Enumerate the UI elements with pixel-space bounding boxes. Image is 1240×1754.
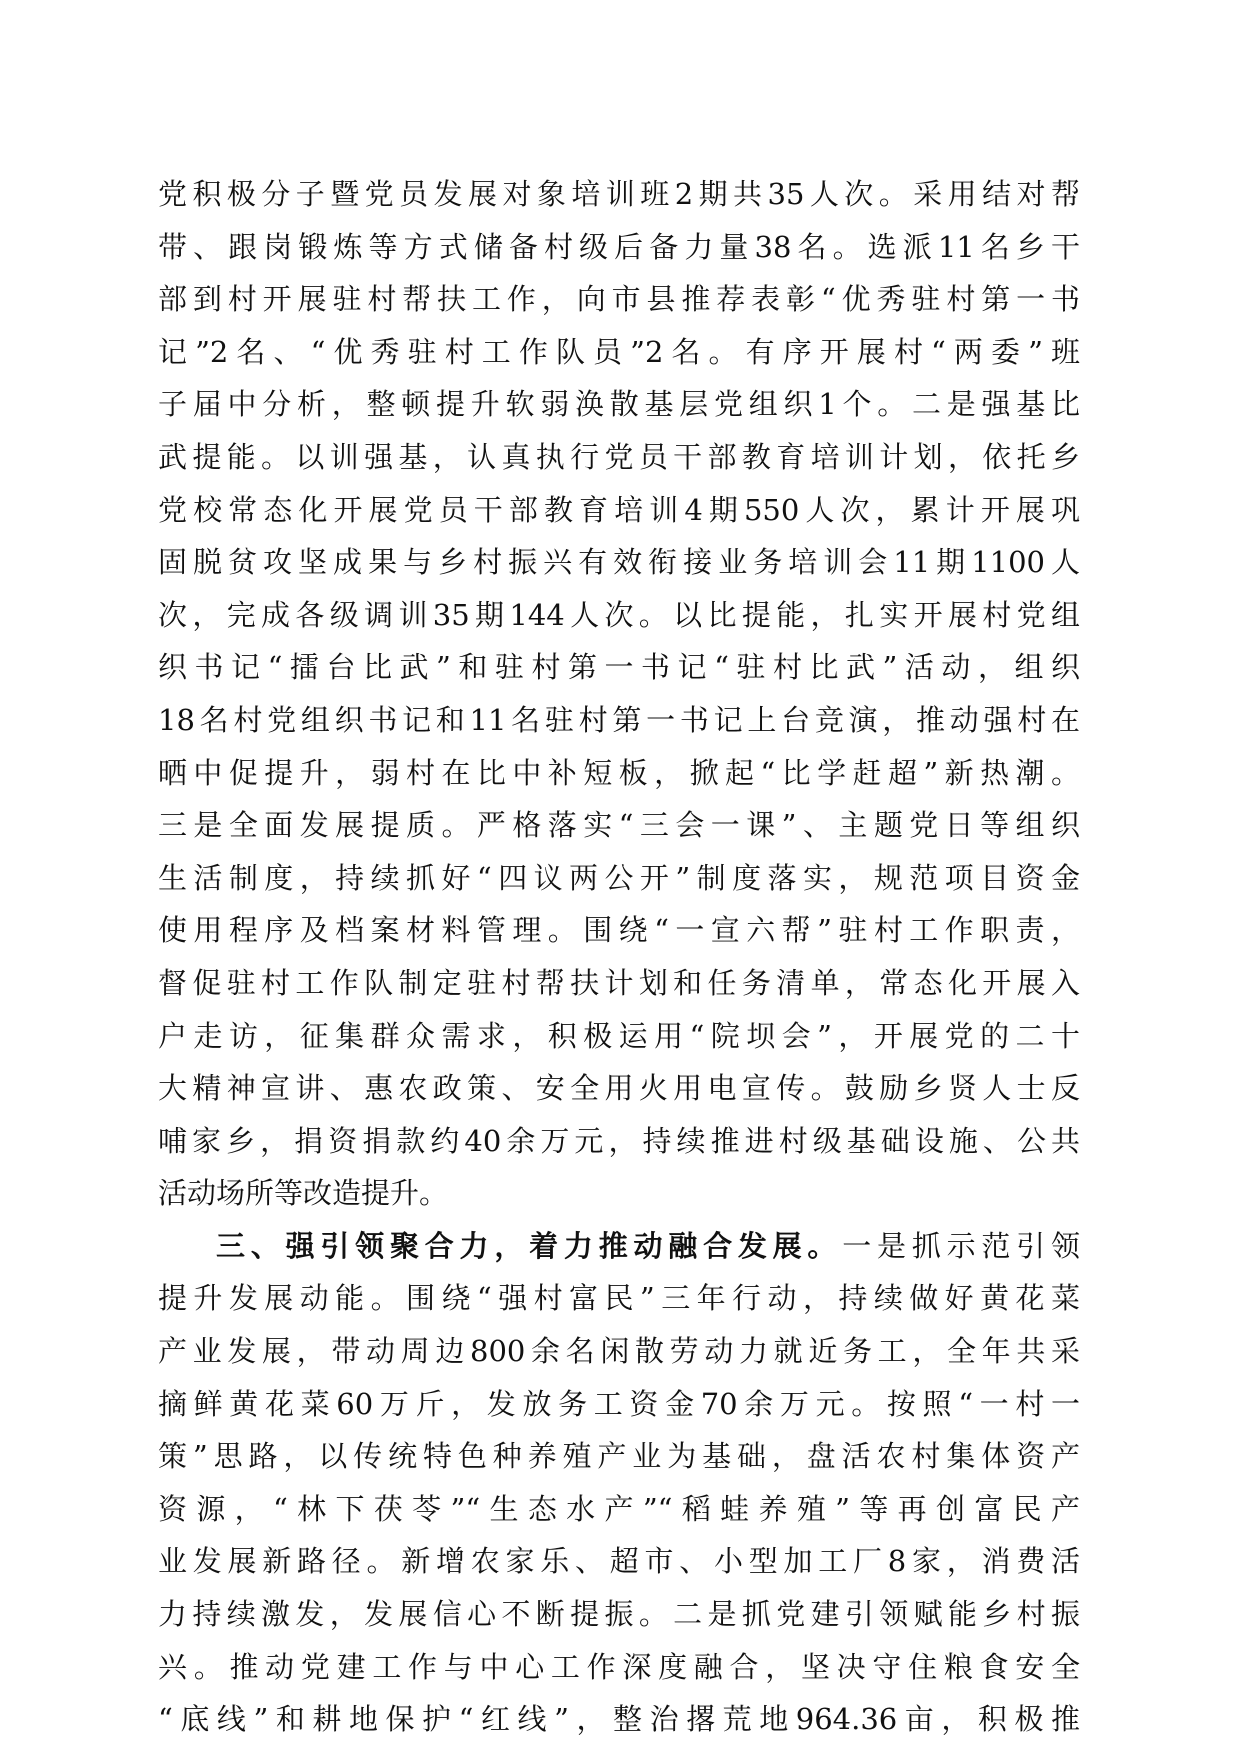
text-line: 带、跟岗锻炼等方式储备村级后备力量38名。选派11名乡干: [158, 229, 1080, 264]
text-line: 哺家乡，捐资捐款约40余万元，持续推进村级基础设施、公共: [158, 1123, 1080, 1158]
text-line: 次，完成各级调训35期144人次。以比提能，扎实开展村党组: [158, 597, 1080, 632]
text-line: 晒中促提升，弱村在比中补短板，掀起“比学赶超”新热潮。: [158, 755, 1080, 790]
section-heading-line: [158, 1224, 1080, 1268]
text-line: 18名村党组织书记和11名驻村第一书记上台竞演，推动强村在: [158, 702, 1080, 737]
text-line: 生活制度，持续抓好“四议两公开”制度落实，规范项目资金: [158, 860, 1080, 895]
text-line: 织书记“擂台比武”和驻村第一书记“驻村比武”活动，组织: [158, 650, 1080, 685]
text-line: 户走访，征集群众需求，积极运用“院坝会”，开展党的二十: [158, 1018, 1080, 1053]
body-text: [158, 172, 1080, 1750]
text-line: 产业发展，带动周边800余名闲散劳动力就近务工，全年共采: [158, 1334, 1080, 1369]
text-line: 大精神宣讲、惠农政策、安全用火用电宣传。鼓励乡贤人士反: [158, 1071, 1080, 1106]
text-line: 记”2名、“优秀驻村工作队员”2名。有序开展村“两委”班: [158, 334, 1080, 369]
text-line: 使用程序及档案材料管理。围绕“一宣六帮”驻村工作职责，: [158, 913, 1080, 948]
text-line: 督促驻村工作队制定驻村帮扶计划和任务清单，常态化开展入: [158, 965, 1080, 1000]
text-line: 部到村开展驻村帮扶工作，向市县推荐表彰“优秀驻村第一书: [158, 282, 1080, 317]
text-line: 策”思路，以传统特色种养殖产业为基础，盘活农村集体资产: [158, 1439, 1080, 1474]
text-line: 业发展新路径。新增农家乐、超市、小型加工厂8家，消费活: [158, 1544, 1080, 1579]
text-line: 子届中分析，整顿提升软弱涣散基层党组织1个。二是强基比: [158, 387, 1080, 422]
text-line: “底线”和耕地保护“红线”，整治撂荒地964.36亩，积极推: [158, 1702, 1080, 1737]
text-line: 固脱贫攻坚成果与乡村振兴有效衔接业务培训会11期1100人: [158, 545, 1080, 580]
text-line: 资源，“林下茯苓”“生态水产”“稻蛙养殖”等再创富民产: [158, 1491, 1080, 1526]
text-line: 力持续激发，发展信心不断提振。二是抓党建引领赋能乡村振: [158, 1597, 1080, 1632]
text-line: 党校常态化开展党员干部教育培训4期550人次，累计开展巩: [158, 492, 1080, 527]
section-heading-continuation: 一是抓示范引领: [842, 1228, 1080, 1263]
text-line: 摘鲜黄花菜60万斤，发放务工资金70余万元。按照“一村一: [158, 1386, 1080, 1421]
text-line: 活动场所等改造提升。: [158, 1176, 449, 1211]
section-heading: 三、强引领聚合力，着力推动融合发展。: [216, 1228, 843, 1263]
text-line: 提升发展动能。围绕“强村富民”三年行动，持续做好黄花菜: [158, 1281, 1080, 1316]
text-line: 兴。推动党建工作与中心工作深度融合，坚决守住粮食安全: [158, 1649, 1080, 1684]
text-line: 党积极分子暨党员发展对象培训班2期共35人次。采用结对帮: [158, 177, 1080, 211]
text-line: 武提能。以训强基，认真执行党员干部教育培训计划，依托乡: [158, 439, 1080, 474]
text-line: 三是全面发展提质。严格落实“三会一课”、主题党日等组织: [158, 808, 1080, 843]
